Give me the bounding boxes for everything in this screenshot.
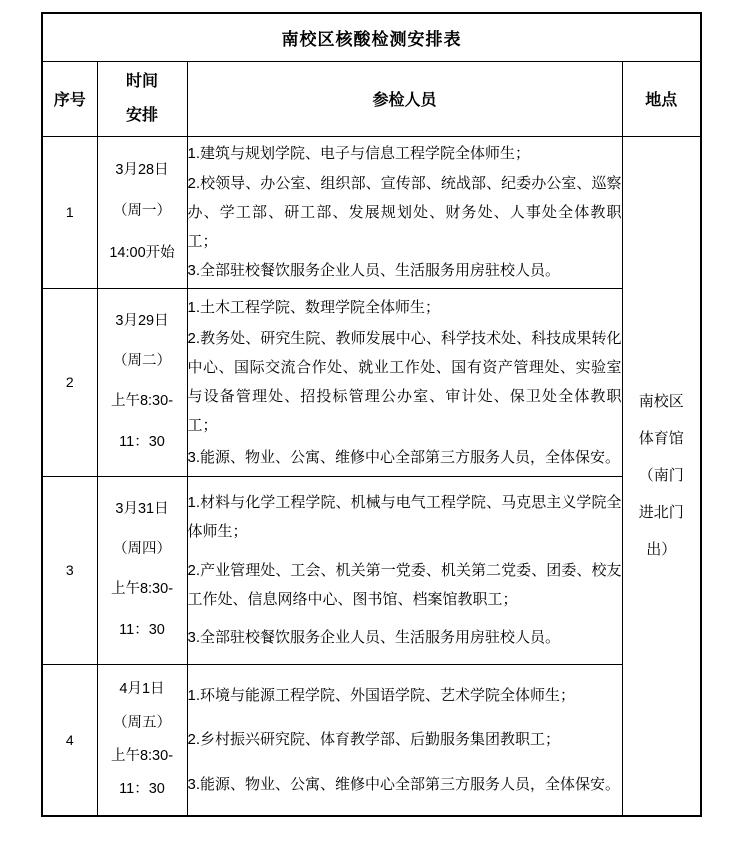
row-4-time [97, 664, 187, 816]
table-row-2 [42, 288, 701, 476]
time-line: 上午8:30- [110, 747, 174, 764]
row-2-index: 2 [42, 288, 97, 476]
personnel-item: 2.校领导、办公室、组织部、宣传部、统战部、纪委办公室、巡察办、学工部、研工部、发展规划处、财务处、人事处全体教职工； [187, 174, 622, 250]
time-line: 11：30 [119, 780, 165, 797]
header-personnel: 参检人员 [187, 61, 622, 136]
time-line: 11：30 [119, 433, 165, 450]
time-line: 上午8:30- [110, 393, 174, 410]
header-row [42, 61, 701, 136]
personnel-item: 2.教务处、研究生院、教师发展中心、科学技术处、科技成果转化中心、国际交流合作处、就业工作处、国有资产管理处、实验室与设备管理处、招投标管理公办室、审计处、保卫处全体教职工； [187, 330, 622, 434]
personnel-item: 1.材料与化学工程学院、机械与电气工程学院、马克思主义学院全体师生； [187, 493, 622, 540]
time-line: 11：30 [119, 621, 165, 638]
time-line: 上午8:30- [110, 581, 174, 598]
table-row-3 [42, 476, 701, 664]
time-line: （周五） [113, 714, 171, 731]
location-line: 出） [646, 541, 677, 559]
time-line: 14:00开始 [109, 244, 175, 261]
personnel-item: 3.能源、物业、公寓、维修中心全部第三方服务人员，全体保安。 [187, 448, 621, 466]
time-line: 3月28日 [115, 161, 169, 178]
row-4-index: 4 [42, 664, 97, 816]
header-index: 序号 [42, 61, 97, 136]
personnel-item: 1.土木工程学院、数理学院全体师生； [187, 298, 441, 316]
location-cell [622, 136, 701, 816]
time-line: 3月29日 [115, 312, 169, 329]
header-time [97, 61, 187, 136]
personnel-item: 2.产业管理处、工会、机关第一党委、机关第二党委、团委、校友工作处、信息网络中心、图书馆、档案馆教职工； [187, 561, 622, 608]
time-line: 3月31日 [115, 500, 169, 517]
row-3-index: 3 [42, 476, 97, 664]
table-row-1 [42, 136, 701, 288]
row-4-personnel [187, 664, 622, 816]
title-row [42, 13, 701, 61]
row-3-personnel [187, 476, 622, 664]
row-3-time [97, 476, 187, 664]
personnel-item: 1.建筑与规划学院、电子与信息工程学院全体师生； [187, 144, 531, 162]
personnel-item: 3.全部驻校餐饮服务企业人员、生活服务用房驻校人员。 [187, 262, 561, 280]
personnel-item: 2.乡村振兴研究院、体育教学部、后勤服务集团教职工； [187, 731, 561, 749]
time-line: （周二） [113, 353, 171, 370]
header-time-line-2: 安排 [125, 106, 158, 124]
row-1-index: 1 [42, 136, 97, 288]
header-location: 地点 [622, 61, 701, 136]
time-line: （周四） [113, 541, 171, 558]
row-2-personnel [187, 288, 622, 476]
location-line: 南校区 [638, 393, 684, 411]
header-time-line-1: 时间 [125, 72, 158, 90]
row-1-time [97, 136, 187, 288]
location-line: （南门 [638, 467, 684, 485]
row-1-personnel [187, 136, 622, 288]
personnel-item: 1.环境与能源工程学院、外国语学院、艺术学院全体师生； [187, 687, 576, 704]
time-line: 4月1日 [119, 681, 165, 698]
location-line: 进北门 [638, 504, 684, 522]
time-line: （周一） [113, 203, 171, 220]
table-title: 南校区核酸检测安排表 [42, 13, 701, 61]
row-2-time [97, 288, 187, 476]
table-row-4 [42, 664, 701, 816]
personnel-item: 3.全部驻校餐饮服务企业人员、生活服务用房驻校人员。 [187, 629, 561, 647]
personnel-item: 3.能源、物业、公寓、维修中心全部第三方服务人员，全体保安。 [187, 775, 621, 793]
location-line: 体育馆 [638, 430, 684, 448]
schedule-table [41, 12, 702, 817]
